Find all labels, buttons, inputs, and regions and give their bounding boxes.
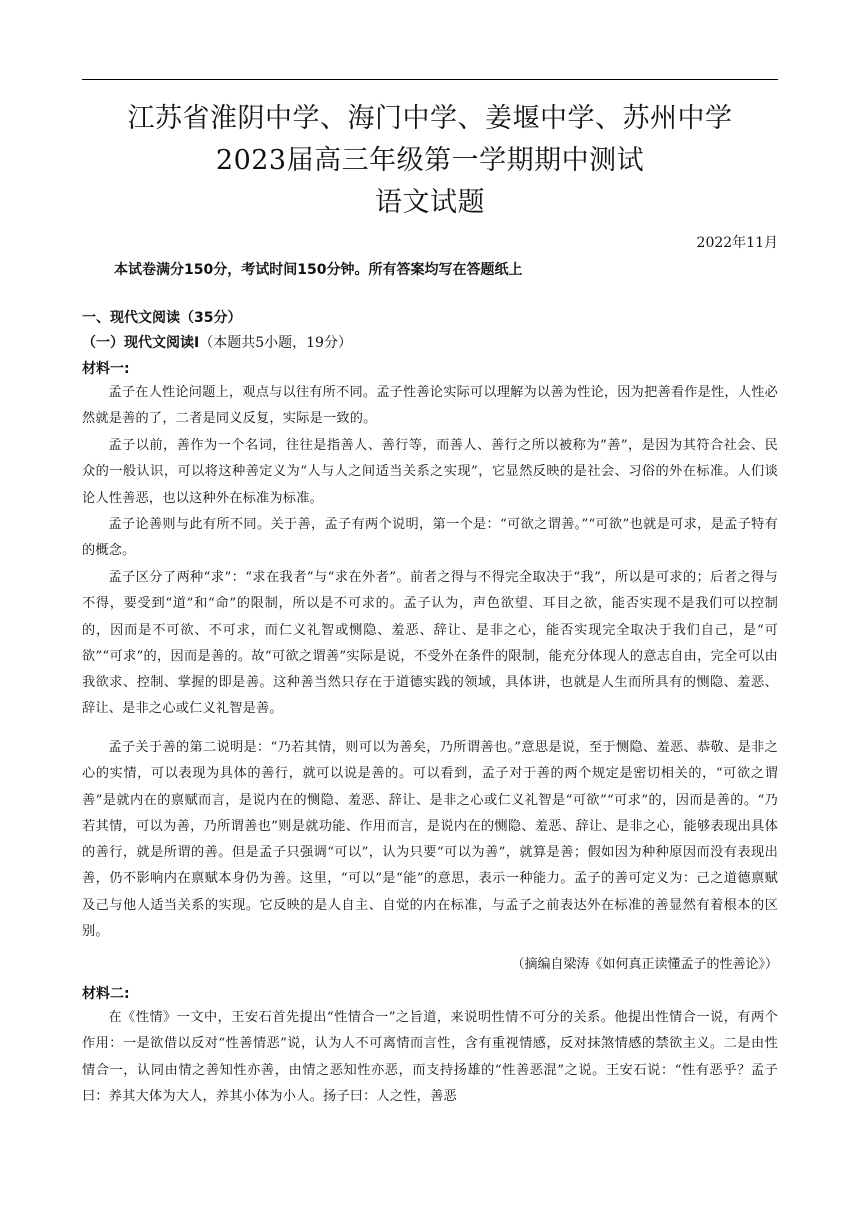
material-1-label: 材料一: <box>82 361 130 377</box>
material-2-paragraph: 在《性情》一文中，王安石首先提出“性情合一”之旨道，来说明性情不可分的关系。他提出性情合一说，有两个作用：一是欲借以反对“性善情恶”说，认为人不可离情而言性，含有重视情感，反对抹煞情感的禁欲主义。二是由性情合一，认同由情之善知性亦善，由情之恶知性亦恶，而支持扬雄的“性善恶混”之说。王安石说：“性有恶乎？孟子曰：养其大体为大人，养其小体为小人。扬子曰：人之性，善恶 <box>82 1010 778 1104</box>
material-1-paragraph: 孟子论善则与此有所不同。关于善，孟子有两个说明，第一个是：“可欲之谓善。”“可欲”也就是可求，是孟子特有的概念。 <box>82 517 778 559</box>
section-heading: 一、现代文阅读（35分） <box>82 310 242 326</box>
material-1-paragraph: 孟子以前，善作为一个名词，往往是指善人、善行等，而善人、善行之所以被称为“善”，是因为其符合社会、民众的一般认识，可以将这种善定义为“人与人之间适当关系之实现”，它显然反映的是社会、习俗的外在标准。人们谈论人性善恶，也以这种外在标准为标准。 <box>82 438 778 506</box>
subsection-title: （一）现代文阅读Ⅰ <box>82 335 200 351</box>
subsection-note: （本题共5小题，19分） <box>199 335 352 351</box>
top-rule <box>82 79 778 80</box>
exam-date: 2022年11月 <box>696 235 778 251</box>
exam-notice: 本试卷满分150分，考试时间150分钟。所有答案均写在答题纸上 <box>114 262 523 278</box>
title-line-exam: 2023届高三年级第一学期期中测试 <box>215 145 645 176</box>
exam-title <box>82 98 778 224</box>
title-line-schools: 江苏省淮阴中学、海门中学、姜堰中学、苏州中学 <box>127 103 733 134</box>
material-1-source: （摘编自梁涛《如何真正读懂孟子的性善论》） <box>511 957 778 972</box>
subsection-heading <box>82 332 352 352</box>
material-1-paragraph: 孟子区分了两种“求”：“求在我者”与“求在外者”。前者之得与不得完全取决于“我”，所以是可求的；后者之得与不得，要受到“道”和“命”的限制，所以是不可求的。孟子认为，声色欲望、耳目之欲，能否实现不是我们可以控制的，因而是不可欲、不可求，而仁义礼智或恻隐、羞恶、辞让、是非之心，能否实现完全取决于我们自己，是“可欲”“可求”的，因而是善的。故“可欲之谓善”实际是说，不受外在条件的限制，能充分体现人的意志自由，完全可以由我欲求、控制、掌握的即是善。这种善当然只存在于道德实践的领域，具体讲，也就是人生而所具有的恻隐、羞恶、辞让、是非之心或仁义礼智是善。 <box>82 570 778 717</box>
material-1-paragraph: 孟子关于善的第二说明是：“乃若其情，则可以为善矣，乃所谓善也。”意思是说，至于恻隐、羞恶、恭敬、是非之心的实情，可以表现为具体的善行，就可以说是善的。可以看到，孟子对于善的两个规定是密切相关的，“可欲之谓善”是就内在的禀赋而言，是说内在的恻隐、羞恶、辞让、是非之心或仁义礼智是“可欲”“可求”的，因而是善的。“乃若其情，可以为善，乃所谓善也”则是就功能、作用而言，是说内在的恻隐、羞恶、辞让、是非之心，能够表现出具体的善行，就是所谓的善。但是孟子只强调“可以”，认为只要“可以为善”，就算是善；假如因为种种原因而没有表现出善，仍不影响内在禀赋本身仍为善。这里，“可以”是“能”的意思，表示一种能力。孟子的善可定义为：己之道德禀赋及己与他人适当关系的实现。它反映的是人自主、自觉的内在标准，与孟子之前表达外在标准的善显然有着根本的区别。 <box>82 740 778 940</box>
material-2-label: 材料二: <box>82 986 130 1002</box>
title-line-subject: 语文试题 <box>375 187 485 218</box>
material-1-paragraph: 孟子在人性论问题上，观点与以往有所不同。孟子性善论实际可以理解为以善为性论，因为把善看作是性，人性必然就是善的了，二者是同义反复，实际是一致的。 <box>82 385 778 427</box>
